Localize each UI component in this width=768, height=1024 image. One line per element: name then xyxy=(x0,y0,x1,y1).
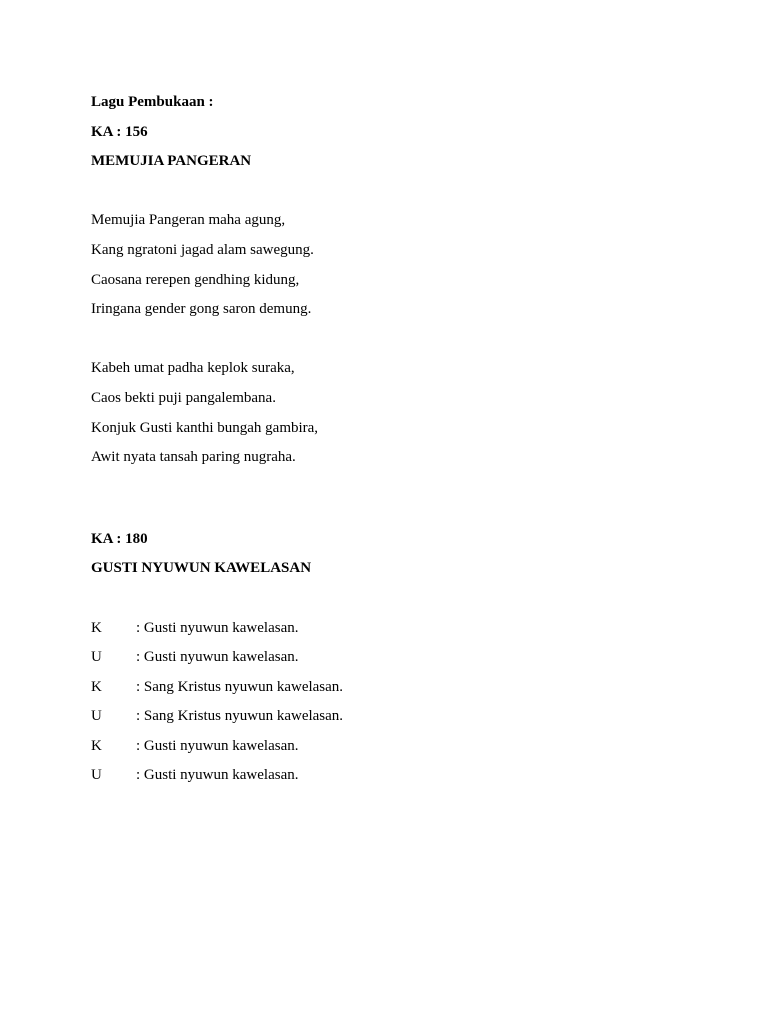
spacer xyxy=(91,473,691,525)
lyric-line: Kabeh umat padha keplok suraka, xyxy=(91,360,295,377)
responsory-row xyxy=(91,673,691,703)
lyric-line: Iringana gender gong saron demung. xyxy=(91,301,312,318)
stanza-2 xyxy=(91,354,691,472)
lyric-line: Memujia Pangeran maha agung, xyxy=(91,212,286,229)
opening-heading: Lagu Pembukaan : xyxy=(91,94,214,110)
lyric-line: Awit nyata tansah paring nugraha. xyxy=(91,449,296,466)
speaker-label: K xyxy=(91,737,102,754)
stanza-1 xyxy=(91,206,691,324)
responsory-list xyxy=(91,614,691,792)
responsory-row xyxy=(91,614,691,644)
hymn-code-156: KA : 156 xyxy=(91,123,148,140)
lyric-line: Caos bekti puji pangalembana. xyxy=(91,389,276,406)
lyric-line: Konjuk Gusti kanthi bungah gambira, xyxy=(91,419,319,436)
document-page xyxy=(91,88,691,791)
response-text: : Sang Kristus nyuwun kawelasan. xyxy=(136,678,344,695)
spacer xyxy=(91,325,691,355)
responsory-row xyxy=(91,732,691,762)
response-text: : Gusti nyuwun kawelasan. xyxy=(136,737,299,754)
responsory-row xyxy=(91,761,691,791)
response-text: : Gusti nyuwun kawelasan. xyxy=(136,619,299,636)
spacer xyxy=(91,177,691,207)
speaker-label: U xyxy=(91,708,102,725)
response-text: : Gusti nyuwun kawelasan. xyxy=(136,767,299,784)
responsory-row xyxy=(91,643,691,673)
hymn-title-gusti-nyuwun-kawelasan: GUSTI NYUWUN KAWELASAN xyxy=(91,560,312,577)
responsory-row xyxy=(91,702,691,732)
speaker-label: K xyxy=(91,619,102,636)
response-text: : Sang Kristus nyuwun kawelasan. xyxy=(136,708,344,725)
spacer xyxy=(91,584,691,614)
hymn-title-memujia-pangeran: MEMUJIA PANGERAN xyxy=(91,153,252,170)
lyric-line: Caosana rerepen gendhing kidung, xyxy=(91,271,300,288)
lyric-line: Kang ngratoni jagad alam sawegung. xyxy=(91,241,314,258)
response-text: : Gusti nyuwun kawelasan. xyxy=(136,649,299,666)
speaker-label: K xyxy=(91,678,102,695)
speaker-label: U xyxy=(91,649,102,666)
hymn-code-180: KA : 180 xyxy=(91,530,148,547)
speaker-label: U xyxy=(91,767,102,784)
